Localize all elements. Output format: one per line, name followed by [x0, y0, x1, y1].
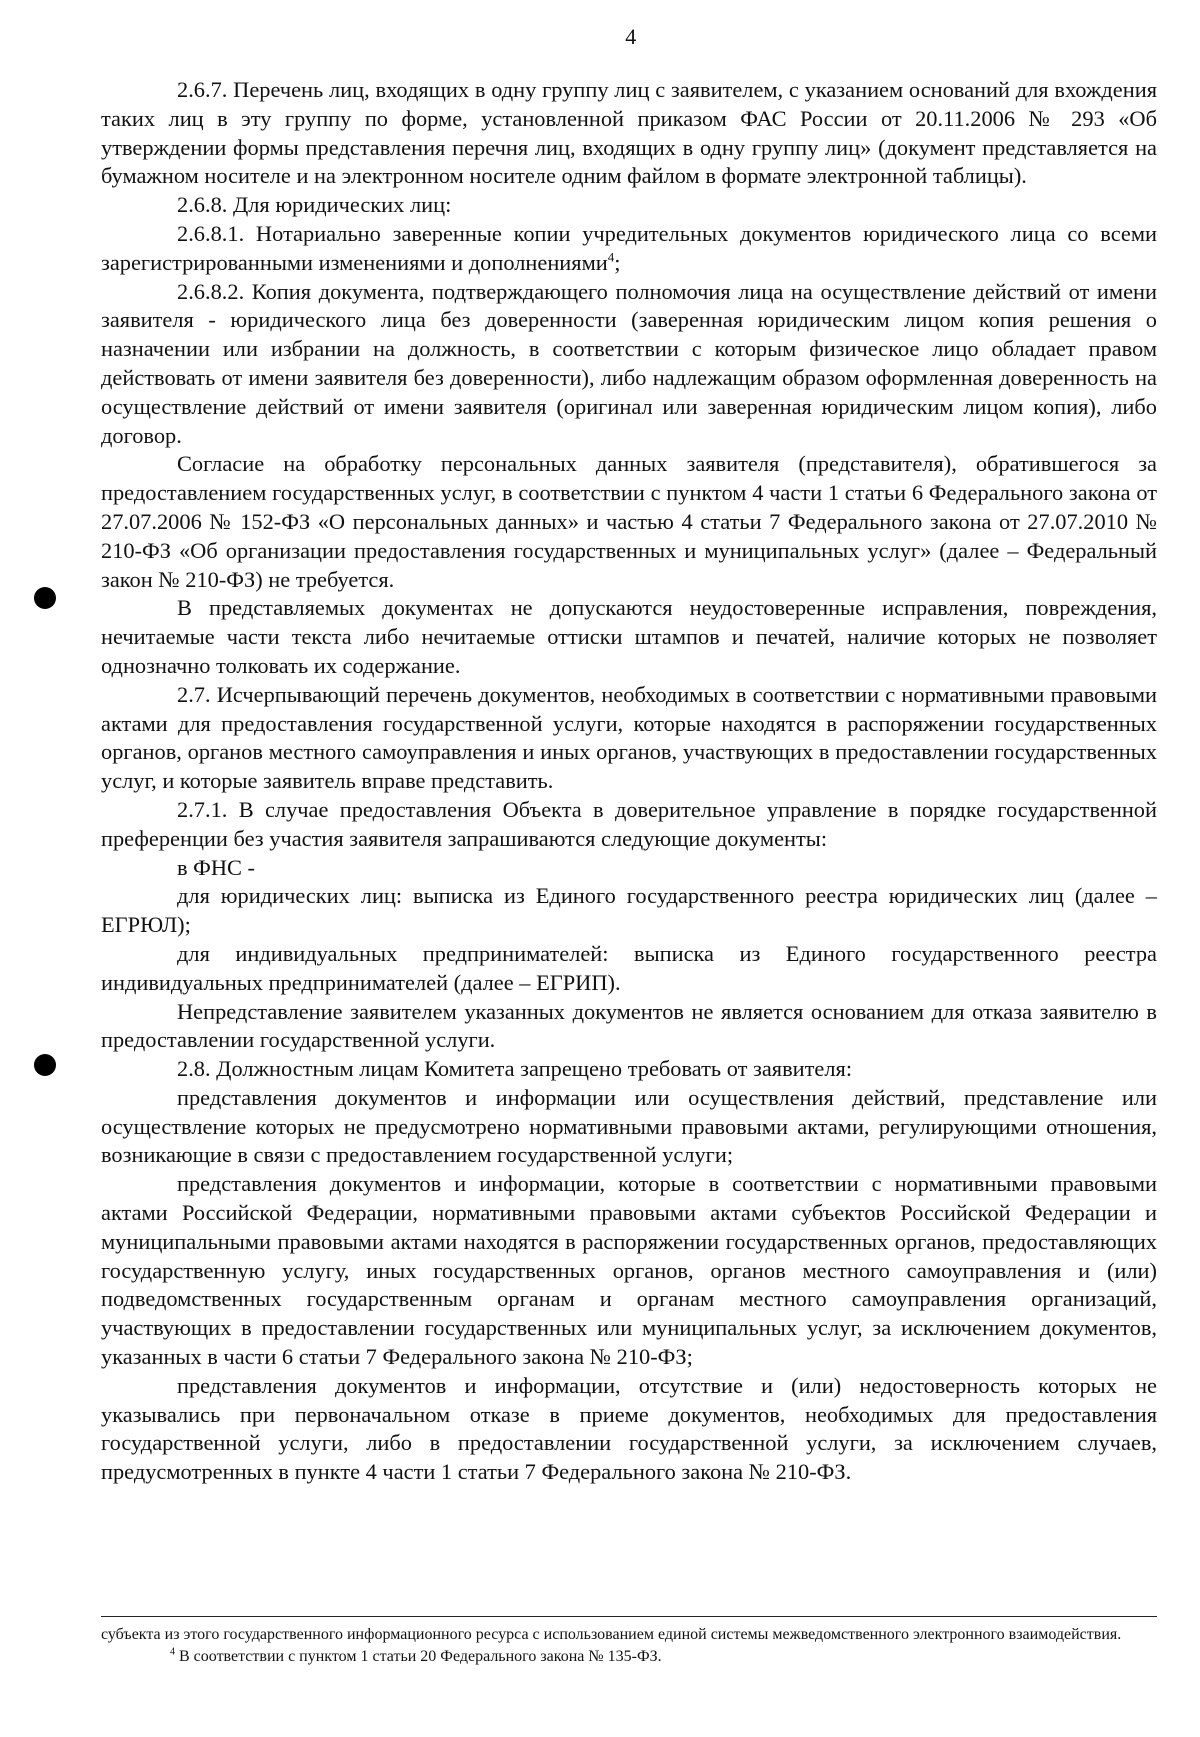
paragraph-consent: Согласие на обработку персональных данных заявителя (представителя), обратившегося за предоставлением государственных услуг, в соответствии с пунктом 4 части 1 статьи 6 Федерального закона от 27.07.2006 № 152-ФЗ «О персональных данных» и частью 4 статьи 7 Федерального закона от 27.07.2010 № 210-ФЗ «Об организации предоставления государственных и муниципальных услуг» (далее – Федеральный закон № 210-ФЗ) не требуется.: [101, 451, 1157, 592]
paragraph-2-6-7: 2.6.7. Перечень лиц, входящих в одну группу лиц с заявителем, с указанием оснований для вхождения таких лиц в эту группу по форме, установленной приказом ФАС России от 20.11.2006 № 293 «Об утверждении формы представления перечня лиц, входящих в одну группу лиц» (документ представляется на бумажном носителе и на электронном носителе одним файлом в формате электронной таблицы).: [101, 77, 1157, 189]
footnote-4-marker: 4: [170, 1646, 175, 1658]
footnote-4-text: В соответствии с пунктом 1 статьи 20 Федерального закона № 135-ФЗ.: [175, 1648, 662, 1665]
punch-hole-lower: [34, 1054, 56, 1076]
footnotes: [101, 1624, 1157, 1668]
page-number: 4: [625, 24, 637, 49]
footnote-divider: [101, 1616, 1157, 1617]
paragraph-prohibition-3: представления документов и информации, отсутствие и (или) недостоверность которых не указывались при первоначальном отказе в приеме документов, необходимых для предоставления государственной услуги, либо в предоставлении государственной услуги, за исключением случаев, предусмотренных в пункте 4 части 1 статьи 7 Федерального закона № 210-ФЗ.: [101, 1372, 1157, 1485]
paragraph-2-6-8-1-end: ;: [614, 249, 621, 275]
paragraph-2-6-8: 2.6.8. Для юридических лиц:: [177, 192, 452, 218]
punch-hole-upper: [34, 587, 56, 609]
paragraph-2-8: 2.8. Должностным лицам Комитета запрещено требовать от заявителя:: [177, 1056, 853, 1082]
document-body: [101, 76, 1157, 1487]
paragraph-egrip: для индивидуальных предпринимателей: выписка из Единого государственного реестра индивидуальных предпринимателей (далее – ЕГРИП).: [101, 940, 1157, 995]
paragraph-2-6-8-1: [101, 220, 1157, 278]
paragraph-egrul: для юридических лиц: выписка из Единого государственного реестра юридических лиц (далее – ЕГРЮЛ);: [101, 883, 1157, 938]
paragraph-corrections: В представляемых документах не допускаются неудостоверенные исправления, повреждения, нечитаемые части текста либо нечитаемые оттиски штампов и печатей, наличие которых не позволяет однозначно толковать их содержание.: [101, 595, 1157, 678]
paragraph-fns: в ФНС -: [177, 854, 256, 880]
paragraph-nonsubmission: Непредставление заявителем указанных документов не является основанием для отказа заявителю в предоставлении государственной услуги.: [101, 998, 1157, 1053]
paragraph-2-6-8-1-text: 2.6.8.1. Нотариально заверенные копии учредительных документов юридического лица со всеми зарегистрированными изменениями и дополнениями: [101, 220, 1157, 275]
paragraph-2-7-1: 2.7.1. В случае предоставления Объекта в доверительное управление в порядке государственной преференции без участия заявителя запрашиваются следующие документы:: [101, 796, 1157, 851]
footnote-continuation: субъекта из этого государственного информационного ресурса с использованием единой системы межведомственного электронного взаимодействия.: [101, 1626, 1122, 1643]
paragraph-prohibition-1: представления документов и информации или осуществления действий, представление или осуществление которых не предусмотрено нормативными правовыми актами, регулирующими отношения, возникающие в связи с предоставлением государственной услуги;: [101, 1084, 1157, 1168]
paragraph-prohibition-2: представления документов и информации, которые в соответствии с нормативными правовыми актами Российской Федерации, нормативными правовыми актами субъектов Российской Федерации и муниципальными правовыми актами находятся в распоряжении государственных органов, предоставляющих государственную услугу, иных государственных органов, органов местного самоуправления и (или) подведомственных государственным органам и органам местного самоуправления организаций, участвующих в предоставлении государственных или муниципальных услуг, за исключением документов, указанных в части 6 статьи 7 Федерального закона № 210-ФЗ;: [101, 1171, 1157, 1370]
paragraph-2-7: 2.7. Исчерпывающий перечень документов, необходимых в соответствии с нормативными правовыми актами для предоставления государственной услуги, которые находятся в распоряжении государственных органов, органов местного самоуправления и иных органов, участвующих в предоставлении государственных услуг, и которые заявитель вправе представить.: [101, 681, 1157, 794]
footnote-4: [101, 1646, 1157, 1668]
footnote-ref-4: 4: [607, 249, 615, 265]
paragraph-2-6-8-2: 2.6.8.2. Копия документа, подтверждающего полномочия лица на осуществление действий от имени заявителя - юридического лица без доверенности (заверенная юридическим лицом копия решения о назначении или избрании на должность, в соответствии с которым физическое лицо обладает правом действовать от имени заявителя без доверенности), либо надлежащим образом оформленная доверенность на осуществление действий от имени заявителя (оригинал или заверенная юридическим лицом копия), либо договор.: [101, 278, 1157, 448]
